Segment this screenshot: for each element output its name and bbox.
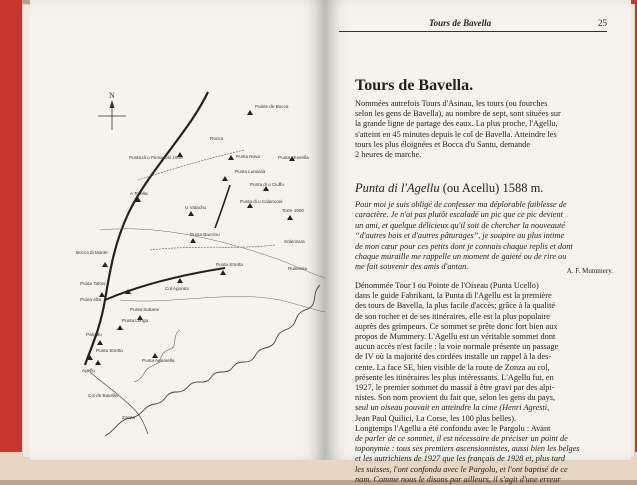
road-to-col — [90, 372, 148, 434]
body-line: 1927, le premier sommet du massif à être gravi par des alpi- — [355, 383, 555, 393]
quote-line: un ami, et quelque délicieux qu'il soit de chercher la nouveauté — [355, 220, 565, 230]
map-label-punta-nova: Punta Nova — [236, 154, 261, 159]
quote-line: “d'autres bois et d'autres pâturages”, je soupire au plus intime — [355, 231, 565, 241]
quote-line: caractère. Je n'ai pas plutôt escaladé un pic que ce pic devient — [355, 210, 563, 220]
body-paragraph — [355, 281, 613, 485]
ridge-line-main — [85, 92, 208, 365]
body-line: Longtemps l'Agellu a été confondu avec le Pargolu : Avant — [355, 423, 551, 433]
map-label-pointe-de-bocca: Pointe de Bocca — [255, 104, 289, 109]
map-label-zonza: Zonza — [122, 415, 135, 420]
map-label-col-de-bavella: Col de Bavella — [88, 393, 118, 398]
map-label-calanconi: Punta di u Calanconi — [240, 199, 283, 204]
map-label-pinnacolo: Punta di u Pinnacolo 1909 — [129, 155, 183, 160]
body-line: propos de Mummery. L'Agellu est un véritable sommet dont — [355, 332, 556, 342]
body-line: des tours de Bavella, la plus facile d'accès; grâce à la qualité — [355, 301, 556, 311]
stream — [134, 330, 180, 382]
ridge-line-bavella — [105, 268, 225, 300]
intro-line: Nommées autrefois Tours d'Asinau, les tours (ou fourches — [355, 99, 548, 108]
body-line: nistes. Son nom provient du fait que, selon les gens du pays, — [355, 393, 556, 403]
map-label-agellu: Agellu — [82, 368, 95, 373]
body-line: Jean Paul Quilici, La Corse, les 100 plus belles). — [355, 413, 517, 423]
map-label-punta-muvrella: Punta Muvrella — [278, 155, 309, 160]
ridge-line-secondary — [215, 185, 230, 228]
map-label-pargolu: Pargolu — [86, 332, 102, 337]
map-label-col-agoratu: Col Agoratu — [165, 286, 190, 291]
map-label-bocca-di-monte: Bocca di Monte — [76, 250, 108, 255]
map-label-punta-baccinu: Punta Baccinu — [190, 232, 220, 237]
quote-author: A. F. Mummery. — [566, 267, 613, 275]
body-line: de IV où la majorité des cordées installe un rappel à la des- — [355, 352, 552, 362]
intro-line: 2 heures de marche. — [355, 150, 422, 160]
body-line: de son rocher et de ses itinéraires, elle est la plus populaire — [355, 311, 550, 321]
quote-line: me fait souvenir des amis d'antan. — [355, 262, 469, 272]
body-line: présente les itinéraires les plus intéressants. L'Agellu fut, en — [355, 372, 554, 382]
running-header-title: Tours de Bavella — [429, 18, 492, 28]
topographic-map — [30, 0, 325, 460]
intro-line: la grande ligne de partage des eaux. La plus proche, l'Agellu, — [355, 119, 558, 129]
map-label-punta-stretta-2: Punta Stretta — [96, 348, 123, 353]
map-label-punta-suttane: Punta Suttane — [130, 307, 160, 312]
map-label-punta-stretta: Punta Stretta — [216, 262, 243, 267]
subheading — [355, 181, 543, 196]
map-label-punta-longa: Punta Longa — [122, 318, 149, 323]
section-heading: Tours de Bavella. — [355, 77, 474, 94]
body-line: cente. La face SE, bien visible de la route de Zonza au col, — [355, 362, 550, 372]
subheading-name: Punta di l'Agellu — [355, 181, 440, 195]
quote-block — [355, 200, 613, 273]
map-label-punta-tafoni: Punta Tafoni — [80, 281, 106, 286]
body-line: les suisses, l'ont confondu avec le Pargolu, et l'ont baptisé de ce — [355, 464, 568, 474]
subheading-rest: (ou Acellu) 1588 m. — [442, 181, 544, 195]
map-label-punta-alta: Punta Alta — [80, 297, 101, 302]
body-line: seul un oiseau pouvait en atteindre la cime (Henri Agresti, — [355, 403, 550, 413]
quote-line: chaque muraille me rappelle un moment de gaieté ou de rire ou — [355, 252, 567, 262]
body-line: de parler de ce sommet, il est nécessaire de préciser un point de — [355, 434, 568, 444]
body-line: toponymie : tous ses premiers ascensionnistes, aussi bien les belges — [355, 444, 580, 454]
left-page-map — [30, 0, 325, 460]
map-label-a-torella: A Torella — [130, 191, 148, 196]
right-page-text — [325, 0, 631, 484]
body-line: nom. Comme nous le disons par ailleurs, il s'agit d'une erreur — [355, 474, 561, 484]
map-label-solenzara: Solenzara — [284, 239, 305, 244]
compass-rose — [98, 91, 126, 130]
map-label-ruisseau: Ruisseau — [288, 266, 308, 271]
body-line: dans le guide Fabrikant, la Punta di l'Agellu est la première — [355, 291, 552, 301]
body-line: aucun accès n'est facile : la voie normale présente un passage — [355, 342, 559, 352]
map-label-punta-ciuffu: Punta di u Ciuffu — [250, 182, 284, 187]
book-cover-left — [0, 0, 22, 480]
map-label-rocca: Rocca — [210, 136, 224, 141]
body-line: et les autrichiens de 1927 que les français de 1928 et, plus tard — [355, 454, 566, 464]
compass-north-label: N — [109, 91, 115, 100]
intro-line: tours les plus éloignées et Bocca d'u Santu, demande — [355, 139, 530, 149]
map-label-u-vatachu: U Vatachu — [185, 205, 207, 210]
intro-line: s'atteint en 45 minutes depuis le col de Bavella. Atteindre les — [355, 129, 557, 139]
running-header — [339, 17, 607, 32]
trail-middle — [150, 245, 275, 250]
page-number: 25 — [598, 18, 607, 28]
quote-line: de mon cœur pour ces petits dont je connais chaque replis et dont — [355, 241, 573, 251]
intro-line: selon les gens de Bavella), au nombre de sept, sont situées sur — [355, 109, 561, 119]
body-line: auprès des grimpeurs. Ce sommet se prête donc fort bien aux — [355, 321, 558, 331]
map-label-punta-lunarda: Punta Lunarda — [235, 169, 266, 174]
intro-paragraph — [355, 99, 613, 160]
body-line: Dénommée Tour I ou Pointe de l'Oiseau (Punta Ucello) — [355, 281, 539, 290]
map-label-punta-aguarella: Punta Aguarella — [142, 358, 175, 363]
quote-line: Pour moi je suis obligé de confesser ma déplorable faiblesse de — [355, 200, 567, 209]
map-label-torre: Torre 1900 — [282, 208, 304, 213]
